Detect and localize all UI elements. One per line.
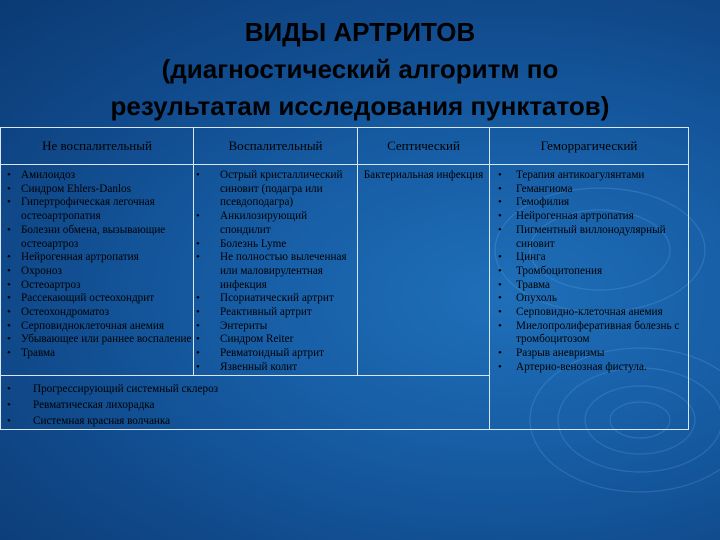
list-item: • Миелопролиферативная болезнь с тромбоцитозом — [490, 320, 688, 347]
title-line-2: (диагностический алгоритм по — [161, 54, 559, 84]
list-item: • Реактивный артрит — [194, 306, 357, 320]
list-item: • Травма — [1, 347, 193, 361]
list-item: • Ревматическая лихорадка — [1, 397, 489, 413]
list-item: • Остеоартроз — [1, 279, 193, 293]
table-body-row — [1, 165, 689, 376]
header-inflammatory: Воспалительный — [194, 128, 358, 165]
list-item: • Синдром Ehlers-Danlos — [1, 183, 193, 197]
hemorrhagic-cell — [490, 165, 689, 430]
list-item: • Цинга — [490, 251, 688, 265]
list-item: • Не полностью вылеченная или маловирулентная инфекция — [194, 251, 357, 292]
list-item: • Гемофилия — [490, 196, 688, 210]
list-item: • Анкилозирующий спондилит — [194, 210, 357, 237]
slide-title — [0, 14, 720, 125]
list-item: • Тромбоцитопения — [490, 265, 688, 279]
list-item: • Болезнь Lyme — [194, 238, 357, 252]
list-item: • Опухоль — [490, 292, 688, 306]
septic-cell — [358, 165, 490, 376]
list-item: • Травма — [490, 279, 688, 293]
list-item: • Нейрогенная артропатия — [1, 251, 193, 265]
list-item: • Энтериты — [194, 320, 357, 334]
list-item: • Артерио-венозная фистула. — [490, 361, 688, 375]
list-item: • Терапия антикоагулянтами — [490, 169, 688, 183]
list-item: • Гипертрофическая легочная остеоартропатия — [1, 196, 193, 223]
list-item: • Системная красная волчанка — [1, 413, 489, 429]
header-hemorrhagic: Геморрагический — [490, 128, 689, 165]
list-item: • Охроноз — [1, 265, 193, 279]
non-inflammatory-cell — [1, 165, 194, 376]
list-item: • Остеохондроматоз — [1, 306, 193, 320]
list-item: • Амилоидоз — [1, 169, 193, 183]
title-line-3: результатам исследования пунктатов) — [110, 91, 610, 121]
list-item: • Серповидно-клеточная анемия — [490, 306, 688, 320]
list-item: • Убывающее или раннее воспаление — [1, 333, 193, 347]
inflammatory-cell — [194, 165, 358, 376]
list-item: • Разрыв аневризмы — [490, 347, 688, 361]
list-item: • Прогрессирующий системный склероз — [1, 381, 489, 397]
header-non-inflammatory: Не воспалительный — [1, 128, 194, 165]
list-item: • Синдром Reiter — [194, 333, 357, 347]
title-line-1: ВИДЫ АРТРИТОВ — [244, 17, 476, 47]
list-item: • Ревматоидный артрит — [194, 347, 357, 361]
arthritis-types-table — [0, 127, 689, 430]
list-item: • Серповидноклеточная анемия — [1, 320, 193, 334]
list-item: • Нейрогенная артропатия — [490, 210, 688, 224]
header-septic: Септический — [358, 128, 490, 165]
list-item: • Гемангиома — [490, 183, 688, 197]
septic-text: Бактериальная инфекция — [363, 169, 484, 181]
list-item: • Рассекающий остеохондрит — [1, 292, 193, 306]
list-item: • Псориатический артрит — [194, 292, 357, 306]
table-header-row — [1, 128, 689, 165]
list-item: • Острый кристаллический синовит (подагра или псевдоподагра) — [194, 169, 357, 210]
list-item: • Язвенный колит — [194, 361, 357, 375]
list-item: • Пигментный виллонодулярный синовит — [490, 224, 688, 251]
shared-conditions-cell — [1, 375, 490, 429]
list-item: • Болезни обмена, вызывающие остеоартроз — [1, 224, 193, 251]
